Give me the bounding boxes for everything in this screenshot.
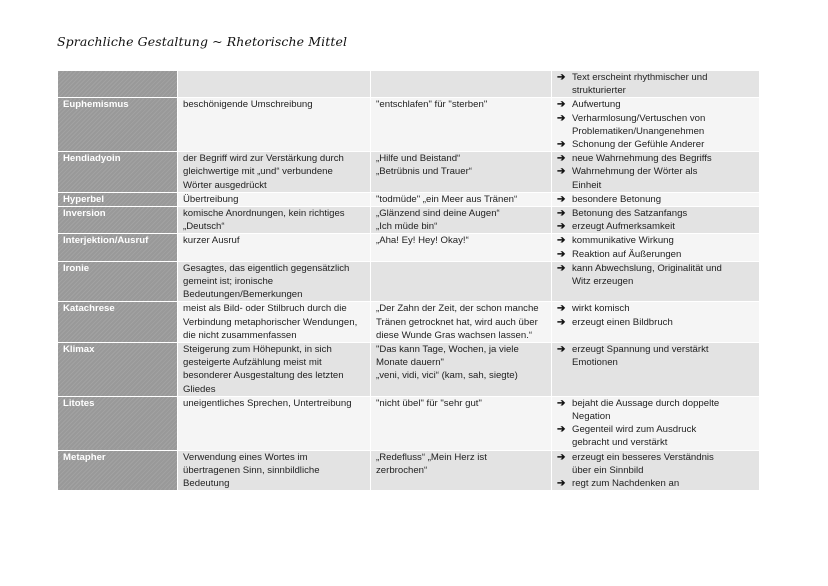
arrow-right-icon: ➔ bbox=[557, 316, 566, 328]
table-row bbox=[58, 396, 760, 450]
effect-line: Negation bbox=[572, 411, 611, 423]
example-cell bbox=[371, 71, 552, 98]
arrow-right-icon: ➔ bbox=[557, 262, 566, 274]
definition-line: beschönigende Umschreibung bbox=[183, 99, 313, 111]
effect-item bbox=[557, 397, 754, 423]
definition-line: kurzer Ausruf bbox=[183, 235, 240, 247]
effect-line: Text erscheint rhythmischer und bbox=[572, 72, 708, 83]
effect-line: erzeugt einen Bildbruch bbox=[572, 316, 673, 328]
effect-line: Witz erzeugen bbox=[572, 276, 634, 288]
arrow-right-icon: ➔ bbox=[557, 153, 566, 165]
effect-line: Gegenteil wird zum Ausdruck bbox=[572, 424, 697, 436]
definition-line: die nicht zusammenfassen bbox=[183, 329, 297, 341]
effect-line: Verharmlosung/Vertuschen von bbox=[572, 112, 706, 124]
effect-line: Einheit bbox=[572, 179, 602, 191]
definition-line: Bedeutungen/Bemerkungen bbox=[183, 289, 303, 301]
effect-item bbox=[557, 343, 754, 369]
definition-line: uneigentliches Sprechen, Untertreibung bbox=[183, 397, 352, 409]
term-cell: Katachrese bbox=[58, 302, 178, 343]
definition-line: komische Anordnungen, kein richtiges bbox=[183, 208, 345, 220]
effect-line: über ein Sinnbild bbox=[572, 464, 644, 476]
arrow-right-icon: ➔ bbox=[557, 139, 566, 151]
effect-item bbox=[557, 423, 754, 449]
arrow-right-icon: ➔ bbox=[557, 99, 566, 111]
example-cell bbox=[371, 343, 552, 397]
effect-item bbox=[557, 234, 754, 247]
effect-text bbox=[572, 477, 754, 490]
arrow-right-icon: ➔ bbox=[557, 424, 566, 436]
effect-line: erzeugt Aufmerksamkeit bbox=[572, 221, 675, 233]
arrow-right-icon: ➔ bbox=[557, 166, 566, 178]
example-line: "entschlafen" für "sterben" bbox=[376, 99, 488, 111]
arrow-right-icon: ➔ bbox=[557, 72, 566, 83]
example-line: "todmüde" „ein Meer aus Tränen“ bbox=[376, 193, 518, 205]
arrow-right-icon: ➔ bbox=[557, 235, 566, 247]
effect-line: strukturierter bbox=[572, 85, 626, 97]
definition-cell bbox=[178, 261, 371, 302]
effect-cell bbox=[552, 450, 760, 491]
table-row bbox=[58, 234, 760, 261]
definition-line: Gliedes bbox=[183, 383, 216, 395]
effect-item bbox=[557, 316, 754, 329]
effect-item bbox=[557, 451, 754, 477]
example-line: „veni, vidi, vici“ (kam, sah, siegte) bbox=[376, 370, 518, 382]
arrow-right-icon: ➔ bbox=[557, 344, 566, 356]
effect-text bbox=[572, 152, 754, 165]
definition-line: der Begriff wird zur Verstärkung durch bbox=[183, 153, 344, 165]
definition-line: übertragenen Sinn, sinnbildliche bbox=[183, 464, 320, 476]
effect-line: neue Wahrnehmung des Begriffs bbox=[572, 153, 712, 165]
example-cell bbox=[371, 152, 552, 193]
effect-line: erzeugt ein besseres Verständnis bbox=[572, 451, 714, 463]
definition-line: Steigerung zum Höhepunkt, in sich bbox=[183, 344, 332, 356]
arrow-right-icon: ➔ bbox=[557, 221, 566, 233]
effect-item bbox=[557, 302, 754, 315]
table-row bbox=[58, 71, 760, 98]
effect-text bbox=[572, 302, 754, 315]
effect-line: Reaktion auf Äußerungen bbox=[572, 248, 682, 260]
example-line: "Das kann Tage, Wochen, ja viele bbox=[376, 344, 519, 356]
definition-cell bbox=[178, 152, 371, 193]
effect-item bbox=[557, 262, 754, 288]
arrow-right-icon: ➔ bbox=[557, 193, 566, 205]
effect-cell bbox=[552, 302, 760, 343]
term-cell: Hendiadyoin bbox=[58, 152, 178, 193]
effect-cell bbox=[552, 261, 760, 302]
effect-text bbox=[572, 98, 754, 111]
term-cell: Inversion bbox=[58, 207, 178, 234]
effect-line: wirkt komisch bbox=[572, 303, 630, 315]
effect-cell bbox=[552, 234, 760, 261]
effect-text bbox=[572, 193, 754, 206]
example-cell bbox=[371, 98, 552, 152]
definition-cell bbox=[178, 192, 371, 206]
effect-item bbox=[557, 112, 754, 138]
definition-line: gleichwertige mit „und“ verbundene bbox=[183, 166, 333, 178]
effect-text bbox=[572, 262, 754, 288]
term-cell: Ironie bbox=[58, 261, 178, 302]
effect-cell bbox=[552, 71, 760, 98]
definition-cell bbox=[178, 207, 371, 234]
arrow-right-icon: ➔ bbox=[557, 478, 566, 490]
definition-line: Bedeutung bbox=[183, 478, 230, 490]
example-line: Monate dauern" bbox=[376, 357, 444, 369]
effect-item bbox=[557, 138, 754, 151]
arrow-right-icon: ➔ bbox=[557, 208, 566, 220]
effect-line: gebracht und verstärkt bbox=[572, 437, 668, 449]
definition-line: Gesagtes, das eigentlich gegensätzlich bbox=[183, 262, 350, 274]
effect-line: regt zum Nachdenken an bbox=[572, 478, 680, 490]
term-cell: Klimax bbox=[58, 343, 178, 397]
arrow-right-icon: ➔ bbox=[557, 112, 566, 124]
example-line: Tränen getrocknet hat, wird auch über bbox=[376, 316, 538, 328]
effect-line: Problematiken/Unangenehmen bbox=[572, 125, 705, 137]
effect-line: Emotionen bbox=[572, 357, 618, 369]
term-cell: Litotes bbox=[58, 396, 178, 450]
effect-cell bbox=[552, 152, 760, 193]
table-row bbox=[58, 192, 760, 206]
table-row bbox=[58, 343, 760, 397]
example-line: diese Wunde Gras wachsen lassen.“ bbox=[376, 329, 533, 341]
effect-line: kommunikative Wirkung bbox=[572, 235, 674, 247]
example-line: „Hilfe und Beistand“ bbox=[376, 153, 461, 165]
definition-line: Verwendung eines Wortes im bbox=[183, 451, 308, 463]
definition-line: meist als Bild- oder Stilbruch durch die bbox=[183, 303, 347, 315]
arrow-right-icon: ➔ bbox=[557, 303, 566, 315]
example-cell bbox=[371, 450, 552, 491]
table-row bbox=[58, 98, 760, 152]
term-cell: Metapher bbox=[58, 450, 178, 491]
example-line: „Der Zahn der Zeit, der schon manche bbox=[376, 303, 539, 315]
definition-cell bbox=[178, 98, 371, 152]
effect-line: Schonung der Gefühle Anderer bbox=[572, 139, 705, 151]
example-cell bbox=[371, 396, 552, 450]
definition-line: Verbindung metaphorischer Wendungen, bbox=[183, 316, 358, 328]
effect-text bbox=[572, 138, 754, 151]
effect-line: Wahrnehmung der Wörter als bbox=[572, 166, 698, 178]
effect-text bbox=[572, 248, 754, 261]
effect-item bbox=[557, 71, 754, 97]
definition-cell bbox=[178, 450, 371, 491]
effect-line: besondere Betonung bbox=[572, 193, 662, 205]
effect-text bbox=[572, 343, 754, 369]
definition-cell bbox=[178, 234, 371, 261]
definition-line: gesteigerte Aufzählung meist mit bbox=[183, 357, 322, 369]
term-cell: Hyperbel bbox=[58, 192, 178, 206]
effect-line: Betonung des Satzanfangs bbox=[572, 208, 688, 220]
definition-line: besonderer Ausgestaltung des letzten bbox=[183, 370, 344, 382]
example-line: „Betrübnis und Trauer“ bbox=[376, 166, 472, 178]
effect-text bbox=[572, 165, 754, 191]
definition-cell bbox=[178, 302, 371, 343]
example-line: „Redefluss“ „Mein Herz ist bbox=[376, 451, 487, 463]
effect-cell bbox=[552, 396, 760, 450]
example-cell bbox=[371, 192, 552, 206]
rhetoric-table bbox=[57, 70, 760, 491]
example-cell bbox=[371, 302, 552, 343]
term-cell: Euphemismus bbox=[58, 98, 178, 152]
term-cell bbox=[58, 71, 178, 98]
effect-item bbox=[557, 207, 754, 220]
definition-line: gemeint ist; ironische bbox=[183, 276, 274, 288]
definition-line: Wörter ausgedrückt bbox=[183, 179, 267, 191]
table-row bbox=[58, 261, 760, 302]
effect-text bbox=[572, 71, 754, 97]
definition-cell bbox=[178, 71, 371, 98]
effect-text bbox=[572, 397, 754, 423]
effect-text bbox=[572, 220, 754, 233]
example-line: „Aha! Ey! Hey! Okay!“ bbox=[376, 235, 469, 247]
example-line: „Glänzend sind deine Augen“ bbox=[376, 208, 500, 220]
effect-text bbox=[572, 112, 754, 138]
effect-item bbox=[557, 152, 754, 165]
term-cell: Interjektion/Ausruf bbox=[58, 234, 178, 261]
effect-item bbox=[557, 248, 754, 261]
effect-text bbox=[572, 316, 754, 329]
example-line: „Ich müde bin“ bbox=[376, 221, 438, 233]
example-cell bbox=[371, 261, 552, 302]
effect-text bbox=[572, 234, 754, 247]
definition-cell bbox=[178, 343, 371, 397]
arrow-right-icon: ➔ bbox=[557, 248, 566, 260]
example-line: zerbrochen“ bbox=[376, 464, 428, 476]
effect-item bbox=[557, 165, 754, 191]
effect-cell bbox=[552, 207, 760, 234]
effect-text bbox=[572, 451, 754, 477]
effect-cell bbox=[552, 192, 760, 206]
definition-cell bbox=[178, 396, 371, 450]
effect-item bbox=[557, 220, 754, 233]
arrow-right-icon: ➔ bbox=[557, 397, 566, 409]
table-row bbox=[58, 302, 760, 343]
arrow-right-icon: ➔ bbox=[557, 451, 566, 463]
table-row bbox=[58, 450, 760, 491]
example-cell bbox=[371, 234, 552, 261]
effect-item bbox=[557, 98, 754, 111]
table-row bbox=[58, 207, 760, 234]
effect-item bbox=[557, 193, 754, 206]
effect-cell bbox=[552, 343, 760, 397]
effect-text bbox=[572, 207, 754, 220]
effect-text bbox=[572, 423, 754, 449]
effect-cell bbox=[552, 98, 760, 152]
table-row bbox=[58, 152, 760, 193]
effect-line: Aufwertung bbox=[572, 99, 621, 111]
effect-item bbox=[557, 477, 754, 490]
page-title: Sprachliche Gestaltung ~ Rhetorische Mittel bbox=[57, 34, 348, 49]
definition-line: „Deutsch“ bbox=[183, 221, 225, 233]
effect-line: bejaht die Aussage durch doppelte bbox=[572, 397, 720, 409]
example-line: "nicht übel" für "sehr gut" bbox=[376, 397, 482, 409]
effect-line: erzeugt Spannung und verstärkt bbox=[572, 344, 709, 356]
definition-line: Übertreibung bbox=[183, 193, 239, 205]
example-cell bbox=[371, 207, 552, 234]
effect-line: kann Abwechslung, Originalität und bbox=[572, 262, 722, 274]
